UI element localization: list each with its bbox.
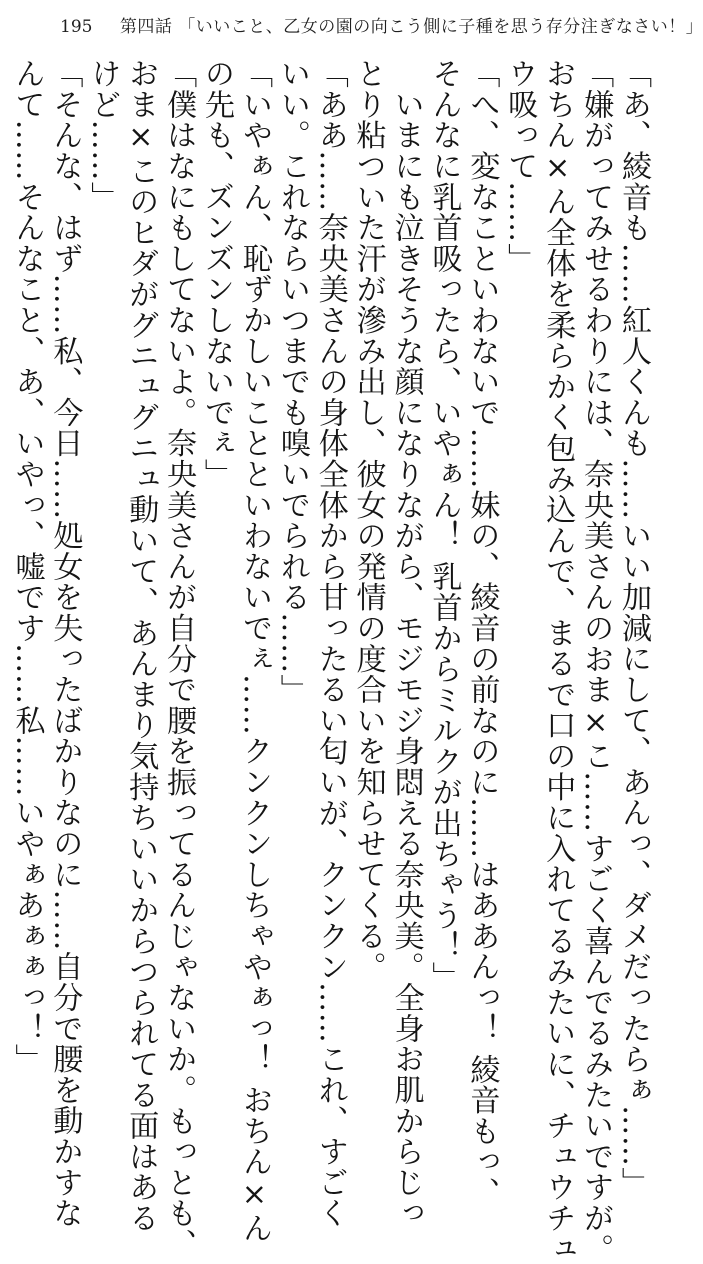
text-line: 「そんな、はず……私、今日……処女を失ったばかりなのに……自分で腰を動かすな	[47, 58, 83, 1229]
text-line: いまにも泣きそうな顔になりながら、モジモジ身悶える奈央美。全身お肌からじっ	[388, 58, 424, 1229]
running-header	[60, 12, 703, 42]
text-line: 「あ、綾音も……紅人くんも……いい加減にして、あんっ、ダメだったらぁ……」	[616, 58, 651, 1198]
text-line: んて……そんなこと、あ、いやっ、嘘です……私……いやぁあぁぁっ！」	[9, 58, 45, 1075]
text-line: とり粘ついた汗が滲み出し、彼女の発情の度合いを知らせてくる。	[350, 58, 386, 982]
text-line: 「嫌がってみせるわりには、奈央美さんのおま×こ……すごく喜んでるみたいですが。	[578, 58, 614, 1264]
chapter-running-title: 第四話 「いいこと、乙女の園の向こう側に子種を思う存分注ぎなさい！」	[119, 17, 703, 37]
text-line: 「僕はなにもしてないよ。奈央美さんが自分で腰を振ってるんじゃないか。もっとも、	[161, 58, 197, 1260]
text-line: の先も、ズンズンしないでぇ」	[199, 58, 235, 490]
text-line: けど……」	[85, 58, 121, 212]
text-line: 「いやぁん、恥ずかしいことといわないでぇ……クンクンしちゃやぁっ！ おちん×ん	[236, 58, 272, 1244]
text-line: おちん×ん全体を柔らかく包み込んで、まるで口の中に入れてるみたいに、チュウチュ	[540, 58, 576, 1264]
text-line: ウ吸って……」	[502, 58, 538, 274]
vertical-body-text	[9, 58, 652, 1264]
page-number: 195	[60, 17, 93, 37]
text-line: 「へ、変なこといわないで……妹の、綾音の前なのに……はああんっ！ 綾音もっ、	[464, 58, 500, 1208]
text-line: いい。これならいつまでも嗅いでられる……」	[274, 58, 310, 705]
text-line: 「ああ……奈央美さんの身体全体から甘ったるい匂いが、クンクン……これ、すごく	[312, 58, 348, 1229]
text-line: そんなに乳首吸ったら、いやぁん！ 乳首からミルクが出ちゃう！」	[426, 58, 462, 993]
text-line: おま×このヒダがグニュグニュ動いて、あんまり気持ちいいからつられてる面はある	[123, 58, 159, 1234]
